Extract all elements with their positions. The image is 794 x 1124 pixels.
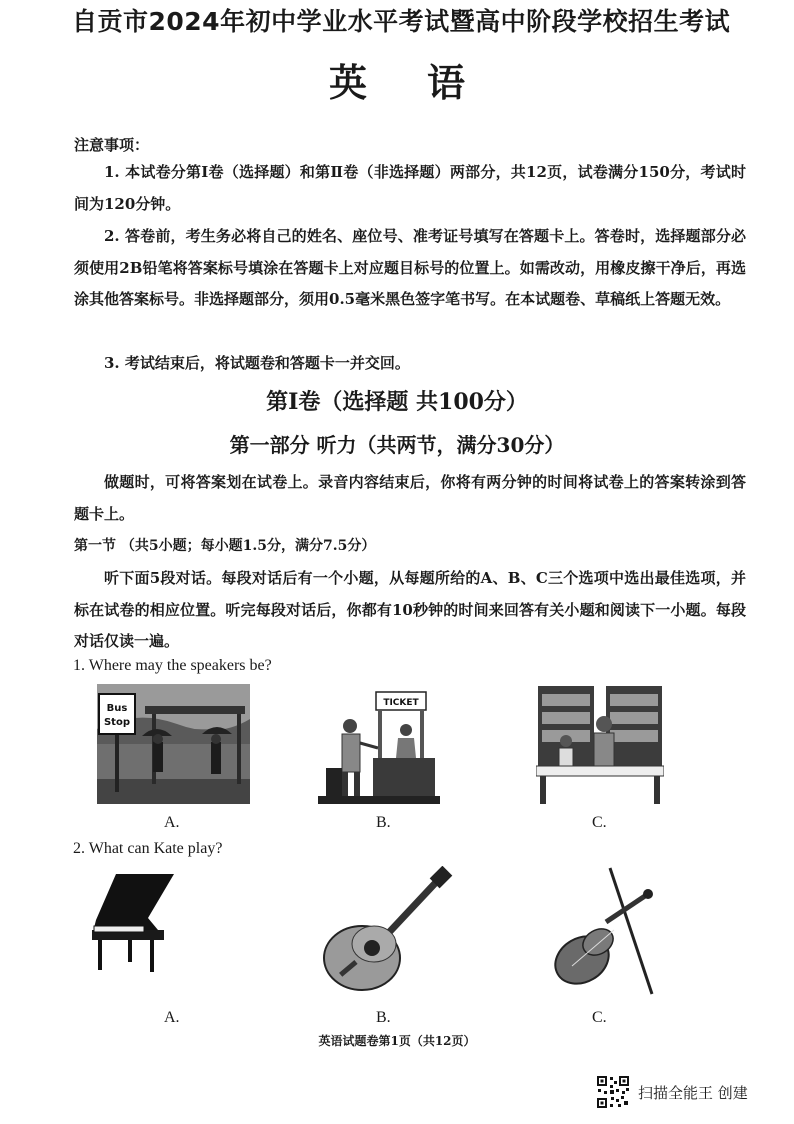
violin-image xyxy=(548,864,658,998)
scanner-watermark xyxy=(596,1075,748,1109)
guitar-image xyxy=(316,866,454,998)
ticket-booth-image xyxy=(318,688,440,804)
question-2: 2. What can Kate play? xyxy=(73,840,223,857)
notice-item-2: 2. 答卷前，考生务必将自己的姓名、座位号、准考证号填写在答题卡上。答卷时，选择题部分必须使用2B铅笔将答案标号填涂在答题卡上对应题目标号的位置上。如需改动，用橡皮擦干净后，再选涂其他答案标号。非选择题部分，须用0.5毫米黑色签字笔书写。在本试题卷、草稿纸上答题无效。 xyxy=(74,227,746,308)
svg-text:Bus: Bus xyxy=(106,703,128,714)
q2-option-b: B. xyxy=(376,1009,391,1026)
subject-title: 英语 xyxy=(328,61,525,105)
exam-title: 自贡市2024年初中学业水平考试暨高中阶段学校招生考试 xyxy=(72,7,731,36)
section-intro: 听下面5段对话。每段对话后有一个小题，从每题所给的A、B、C三个选项中选出最佳选项，并标在试卷的相应位置。听完每段对话后，你都有10秒钟的时间来回答有关小题和阅读下一小题。每段对话仅读一遍。 xyxy=(74,569,746,650)
qr-code-icon xyxy=(596,1075,630,1109)
library-image xyxy=(536,686,664,804)
q2-option-a: A. xyxy=(164,1009,180,1026)
watermark-text: 扫描全能王 创建 xyxy=(638,1083,748,1102)
section-title: 第一节 （共5小题；每小题1.5分，满分7.5分） xyxy=(74,538,376,554)
part-title: 第一部分 听力（共两节，满分30分） xyxy=(229,433,565,457)
notice-item-1: 1. 本试卷分第Ⅰ卷（选择题）和第Ⅱ卷（非选择题）两部分，共12页，试卷满分150分，考试时间为120分钟。 xyxy=(74,163,746,213)
page-footer: 英语试题卷第1页（共12页） xyxy=(318,1034,476,1048)
notice-item-3: 3. 考试结束后，将试题卷和答题卡一并交回。 xyxy=(104,354,410,372)
part-intro: 做题时，可将答案划在试卷上。录音内容结束后，你将有两分钟的时间将试卷上的答案转涂到答题卡上。 xyxy=(74,473,746,523)
svg-text:Stop: Stop xyxy=(103,717,131,728)
question-1: 1. Where may the speakers be? xyxy=(73,657,272,674)
q1-option-a: A. xyxy=(164,814,180,831)
svg-text:TICKET: TICKET xyxy=(383,698,419,708)
q2-option-c: C. xyxy=(592,1009,607,1026)
piano-image xyxy=(88,870,180,974)
volume-title: 第Ⅰ卷（选择题 共100分） xyxy=(266,389,528,415)
q1-option-c: C. xyxy=(592,814,607,831)
notice-heading: 注意事项： xyxy=(74,136,150,154)
bus-stop-image xyxy=(97,684,250,804)
q1-option-b: B. xyxy=(376,814,391,831)
